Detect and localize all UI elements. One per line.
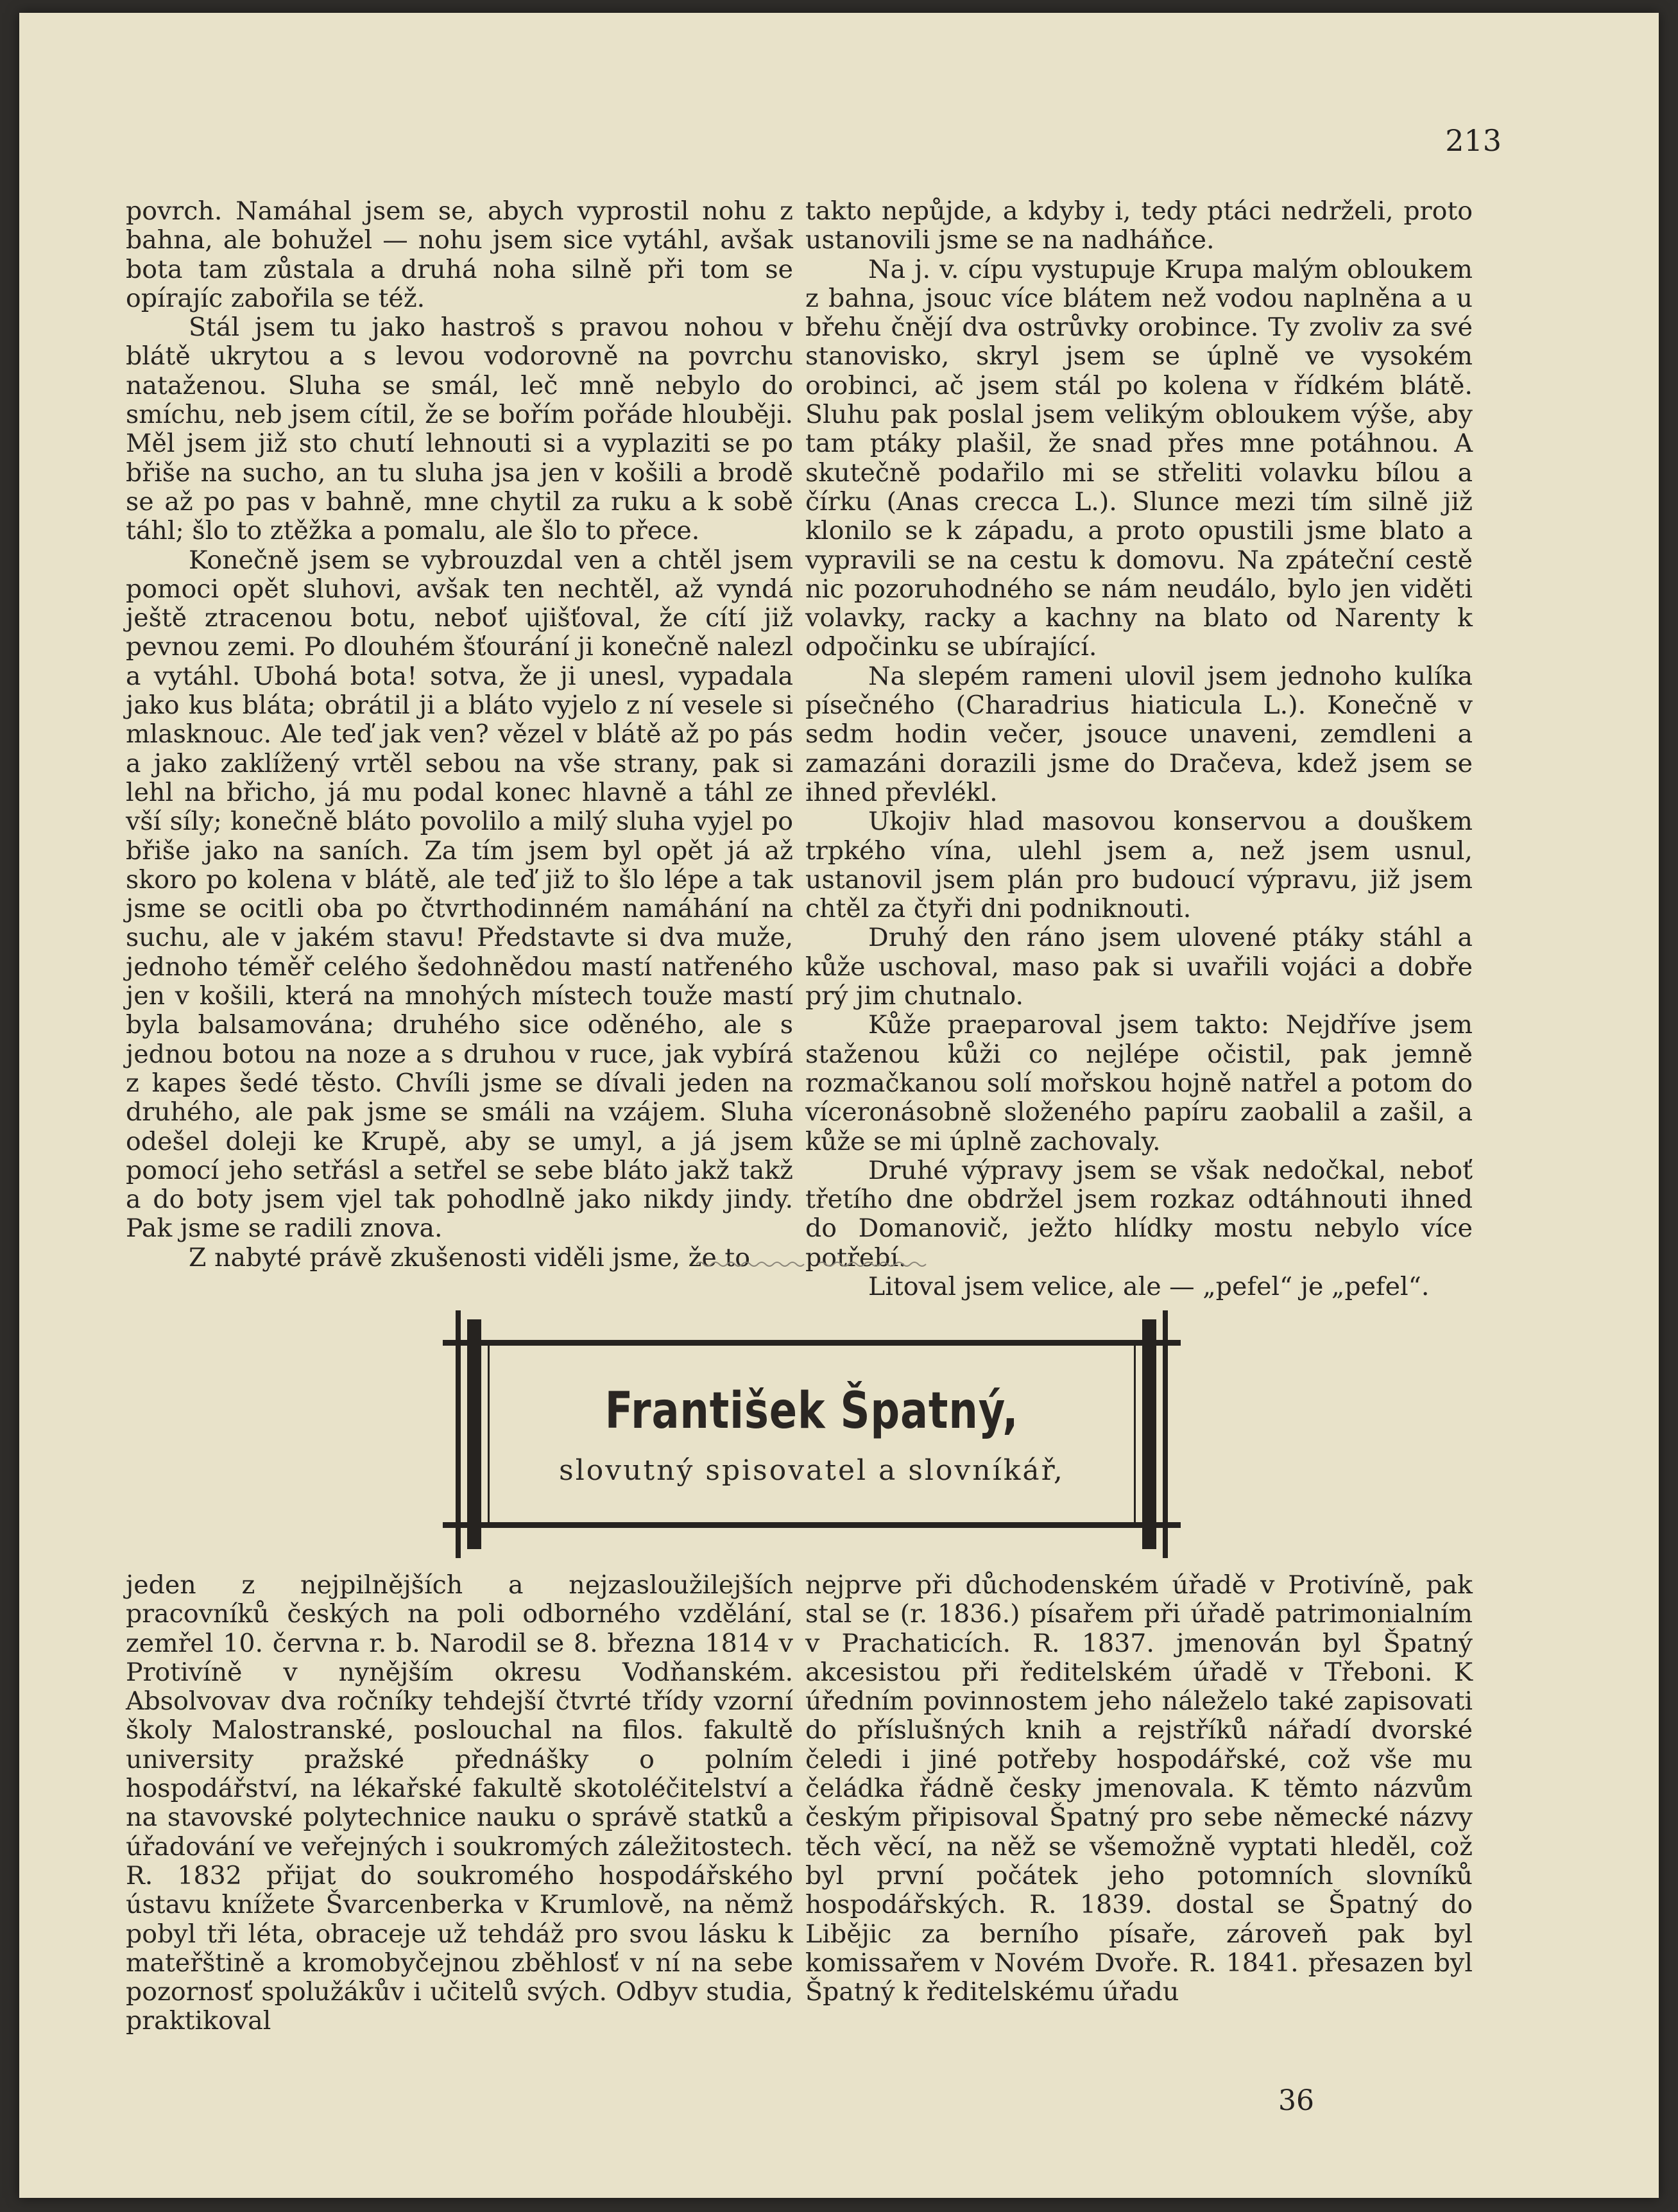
paragraph: nejprve při důchodenském úřadě v Protivíně, pak stal se (r. 1836.) písařem při úřadě patrimonialním v Prachaticích. R. 1837. jmenován byl Špatný akcesistou při ředitelském úřadě v Třeboni. K úředním povinnostem jeho náleželo také zapisovati do příslušných knih a rejstříků nářadí dvorské čeledi i jiné potřeby hospodářské, což vše mu čeládka řádně česky jmenovala. K těmto názvům českým připisoval Špatný pro sebe německé názvy těch věcí, na něž se všemožně vyptati hleděl, což byl první počátek jeho potomních slovníků hospodářských. R. 1839. dostal se Špatný do Libějic za berního písaře, zároveň pak byl komissařem v Novém Dvoře. R. 1841. přesazen byl Špatný k ředitelskému úřadu (805, 1570, 1473, 2007)
paragraph: jeden z nejpilnějších a nejzasloužilejších pracovníků českých na poli odborného vzdělání, zemřel 10. června r. b. Narodil se 8. března 1814 v Protivíně v nynějším okresu Vodňanském. Absolvovav dva ročníky tehdejší čtvrté třídy vzorní školy Malostranské, poslouchal na filos. fakultě university pražské přednášky o polním hospodářství, na lékařské fakultě skotoléčitelství a na stavovské polytechnice nauku o správě statků a úřadování ve veřejných i soukromých záležitostech. R. 1832 přijat do soukromého hospodářského ústavu knížete Švarcenberka v Krumlově, na němž pobyl tři léta, obraceje už tehdáž pro svou lásku k mateřštině a kromobyčejnou zběhlosť v ní na sebe pozornosť spolužákův i učitelů svých. Odbyv studia, praktikoval (126, 1570, 793, 2036)
paragraph: Druhé výpravy jsem se však nedočkal, neboť třetího dne obdržel jsem rozkaz odtáhnouti ihned do Domanovič, ježto hlídky mostu nebylo více potřebí. (805, 1155, 1473, 1273)
paragraph: Litoval jsem velice, ale — „pefel“ je „pefel“. (868, 1271, 1430, 1301)
paragraph: Ukojiv hlad masovou konservou a douškem trpkého vína, ulehl jsem a, než jsem usnul, ustanovil jsem plán pro budoucí výpravu, již jsem chtěl za čtyři dni podniknouti. (805, 807, 1473, 924)
notice-name: František Špatný, (604, 1382, 1019, 1440)
article-column-left (126, 197, 793, 1273)
paragraph: Konečně jsem se vybrouzdal ven a chtěl jsem pomoci opět sluhovi, avšak ten nechtěl, až vyndá ještě ztracenou botu, neboť ujišťoval, že cítí již pevnou zemi. Po dlouhém šťourání ji konečně nalezl a vytáhl. Ubohá bota! sotva, že ji unesl, vypadala jako kus bláta; obrátil ji a bláto vyjelo z ní vesele si mlasknouc. Ale teď jak ven? vězel v blátě až po pás a jako zaklížený vrtěl sebou na vše strany, pak si lehl na břicho, já mu podal konec hlavně a táhl ze vší síly; konečně bláto povolilo a milý sluha vyjel po břiše jako na saních. Za tím jsem byl opět já až skoro po kolena v blátě, ale teď již to šlo lépe a tak jsme se ocitli oba po čtvrthodinném namáhání na suchu, ale v jakém stavu! Představte si dva muže, jednoho téměř celého šedohnědou mastí natřeného jen v košili, která na mnohých místech touže mastí byla balsamována; druhého sice oděného, ale s jednou botou na noze a s druhou v ruce, jak vybírá z kapes šedé těsto. Chvíli jsme se dívali jeden na druhého, ale pak jsme se smáli na vzájem. Sluha odešel doleji ke Krupě, aby se umyl, a já jsem pomocí jeho setřásl a setřel se sebe bláto jakž takž a do boty jsem vjel tak pohodlně jako nikdy jindy. Pak jsme se radili znova. (126, 545, 793, 1244)
page-sheet (19, 13, 1659, 2198)
end-ornament (696, 1258, 927, 1271)
paragraph: povrch. Namáhal jsem se, abych vyprostil nohu z bahna, ale bohužel — nohu jsem sice vytáhl, avšak bota tam zůstala a druhá noha silně při tom se opírajíc zabořila se též. (126, 196, 793, 313)
article-column-right (805, 197, 1473, 1301)
sheet-signature-number: 36 (1278, 2084, 1314, 2117)
paragraph: Na slepém rameni ulovil jsem jednoho kulíka písečného (Charadrius hiaticula L.). Konečně v sedm hodin večer, jsouce unaveni, zemdleni a zamazáni dorazili jsme do Dračeva, kdež jsem se ihned převlékl. (805, 661, 1473, 807)
obituary-column-left (126, 1571, 793, 2036)
paragraph: Stál jsem tu jako hastroš s pravou nohou v blátě ukrytou a s levou vodorovně na povrchu nataženou. Sluha se smál, leč mně nebylo do smíchu, neb jsem cítil, že se bořím pořáde hlouběji. Měl jsem již sto chutí lehnouti si a vyplaziti se po břiše na sucho, an tu sluha jsa jen v košili a brodě se až po pas v bahně, mne chytil za ruku a k sobě táhl; šlo to ztěžka a pomalu, ale šlo to přece. (126, 313, 793, 546)
obituary-column-right (805, 1571, 1473, 2007)
obituary-notice-box (443, 1310, 1181, 1558)
paragraph: takto nepůjde, a kdyby i, tedy ptáci nedrželi, proto ustanovili jsme se na nadháňce. (805, 196, 1473, 255)
paragraph: Kůže praeparoval jsem takto: Nejdříve jsem staženou kůži co nejlépe očistil, pak jemně rozmačkanou solí mořskou hojně natřel a potom do víceronásobně složeného papíru zaobalil a zašil, a kůže se mi úplně zachovaly. (805, 1010, 1473, 1156)
paragraph: Z nabyté právě zkušenosti viděli jsme, že to (189, 1242, 751, 1273)
page-number: 213 (1445, 123, 1502, 158)
notice-subtitle: slovutný spisovatel a slovníkář, (559, 1454, 1065, 1487)
paragraph: Na j. v. cípu vystupuje Krupa malým obloukem z bahna, jsouc více blátem než vodou naplněna a u břehu čnějí dva ostrůvky orobince. Ty zvoliv za své stanovisko, skryl jsem se úplně ve vysokém orobinci, ač jsem stál po kolena v řídkém blátě. Sluhu pak poslal jsem velikým obloukem výše, aby tam ptáky plašil, že snad přes mne potáhnou. A skutečně podařilo mi se střeliti volavku bílou a čírku (Anas crecca L.). Slunce mezi tím silně již klonilo se k západu, a proto opustili jsme blato a vypravili se na cestu k domovu. Na zpáteční cestě nic pozoruhodného se nám neudálo, bylo jen viděti volavky, racky a kachny na blato od Narenty k odpočinku se ubírající. (805, 254, 1473, 662)
paragraph: Druhý den ráno jsem ulovené ptáky stáhl a kůže uschoval, maso pak si uvařili vojáci a dobře prý jim chutnalo. (805, 923, 1473, 1011)
